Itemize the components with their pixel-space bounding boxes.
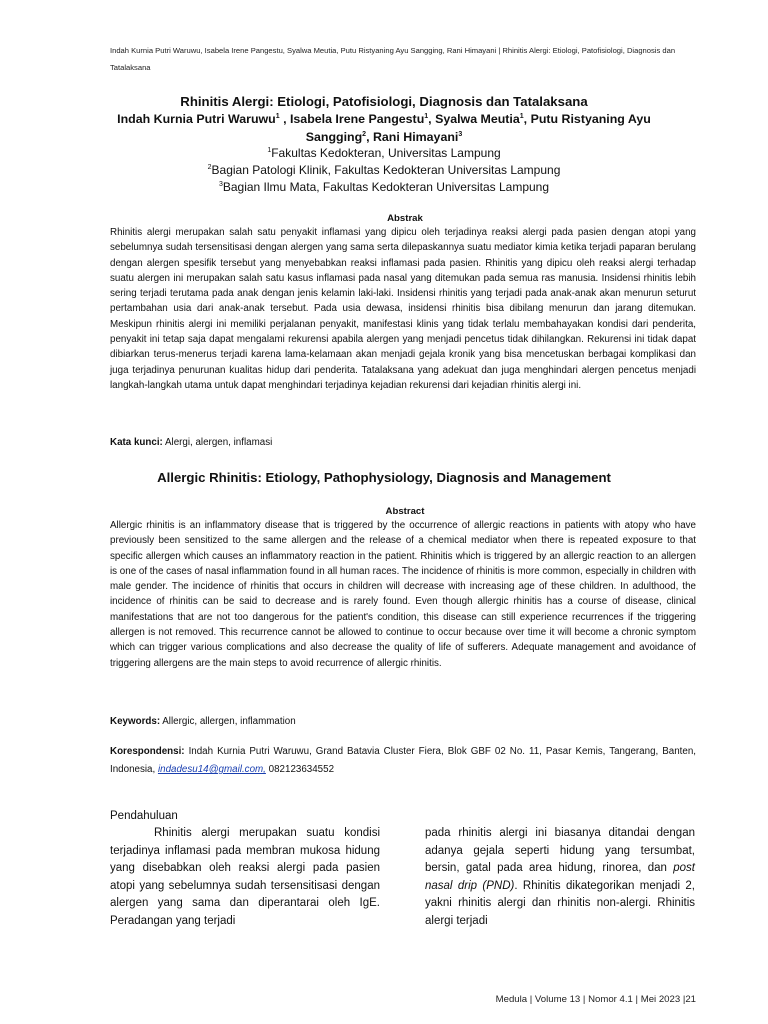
author-separator: , [428,112,436,126]
keywords-text: Allergic, allergen, inflammation [160,716,296,727]
correspondence-email-link[interactable]: indadesu14@gmail.com, [157,764,266,775]
author-affiliation-mark: 1 [275,112,280,120]
author-name: Rani Himayani [372,130,459,144]
author-name: Indah Kurnia Putri Waruwu [117,112,276,126]
affiliation-line [100,145,668,162]
author-separator: , [366,130,373,144]
affiliation-line [100,162,668,179]
author-affiliation-mark: 2 [362,130,367,138]
introduction-right-column [425,825,695,931]
abstract-heading-indonesian: Abstrak [387,213,423,224]
page-footer: Medula | Volume 13 | Nomor 4.1 | Mei 2023 |21 [495,994,696,1005]
abstract-text-english: Allergic rhinitis is an inflammatory disease that is triggered by the occurrence of allergic reactions in patients with atopy who have previously been sensitized to the same allergen and the release of a chemical mediator when there is repeated exposure to that specific allergen which causes an inflammatory reaction in the patient. Rhinitis which is triggered by an allergic reaction to an allergen is one of the cases of nasal inflammation found in all human races. The incidence of rhinitis is more common, especially in children with male gender. The incidence of rhinitis that occurs in children will decrease with increasing age of these children. In adulthood, the incidence of rhinitis can be said to decrease and is rarely found. Even though allergic rhinitis has a course of disease, clinical manifestations that are not too dangerous for the patient's condition, this disease can still experience recurrences if the triggering allergen is not removed. This recurrence cannot be allowed to continue to occur because over time it will become a chronic symptom which can trigger various complications and also decrease the quality of life of sufferers. Adequate management and avoidance of triggering allergens are the main steps to avoid recurrence of allergic rhinitis. [110,520,696,669]
introduction-left-column: Rhinitis alergi merupakan suatu kondisi terjadinya inflamasi pada membran mukosa hidung yang disebabkan oleh reaksi alergi pada pasien atopi yang sebelumnya sudah tersensitisasi dengan alergen yang sama dan diperantarai oleh IgE. Peradangan yang terjadi [110,827,380,927]
section-heading-introduction: Pendahuluan [110,810,178,822]
affiliation-text: Bagian Patologi Klinik, Fakultas Kedokteran Universitas Lampung [211,163,561,177]
affiliation-mark: 1 [267,147,272,154]
affiliation-mark: 3 [218,181,223,188]
keywords-english [110,714,696,729]
author-name: Putu Ristyaning Ayu Sangging [305,112,651,144]
author-list [100,110,668,146]
keywords-label: Keywords: [110,716,161,727]
keywords-text: Alergi, alergen, inflamasi [162,437,273,448]
affiliation-line [100,179,668,196]
correspondence-phone: 082123634552 [265,764,335,775]
affiliation-text: Bagian Ilmu Mata, Fakultas Kedokteran Universitas Lampung [222,180,550,194]
article-title-english: Allergic Rhinitis: Etiology, Pathophysiology, Diagnosis and Management [157,470,611,485]
affiliation-mark: 2 [207,164,212,171]
correspondence-label: Korespondensi: [110,746,185,757]
affiliation-text: Fakultas Kedokteran, Universitas Lampung [271,146,501,160]
abstract-text-indonesian: Rhinitis alergi merupakan salah satu penyakit inflamasi yang dipicu oleh terjadinya reaksi alergi pada pasien dengan atopi yang sebelumnya sudah tersensitisasi dengan alergen yang sama serta dilepaskannya suatu mediator kimia ketika terjadi paparan berulang dengan alergen spesifik tersebut yang menyebabkan reaksi inflamasi pada pasien. Rhinitis yang dipicu oleh reaksi alergi terhadap suatu alergen ini merupakan salah satu kasus inflamasi pada nasal yang ditemukan pada semua ras manusia. Insidensi rhinitis lebih sering terjadi terutama pada anak dengan jenis kelamin laki-laki. Insidensi rhinitis yang terjadi pada anak-anak akan menurun seturut pertambahan usia dari anak-anak tersebut. Pada usia dewasa, insidensi rhinitis bisa dibilang menurun dan jarang ditemukan. Meskipun rhinitis alergi ini memiliki perjalanan penyakit, manifestasi klinis yang tidak terlalu membahayakan kondisi dari penderita, penyakit ini tetap saja dapat mengalami rekurensi apabila alergen yang menjadi pencetus tidak dihilangkan. Rekurensi ini tidak dapat dibiarkan terus-menerus terjadi karena lama-kelamaan akan menjadi gejala kronik yang bisa mencetuskan berbagai komplikasi dan juga terjadinya penurunan kualitas hidup dari penderita. Tatalaksana yang adekuat dan juga menghindari alergen pencetus menjadi langkah-langkah utama untuk dapat menghindari terjadinya kejadian rekurensi dari kejadian rhinitis alergi ini. [110,227,696,391]
author-separator: , [279,112,290,126]
affiliation-list [100,145,668,196]
article-title-indonesian: Rhinitis Alergi: Etiologi, Patofisiologi, Diagnosis dan Tatalaksana [180,94,588,109]
keywords-indonesian [110,435,696,450]
author-name: Isabela Irene Pangestu [289,112,425,126]
abstract-heading-english: Abstract [385,506,425,517]
author-separator: , [523,112,531,126]
correspondence [110,743,696,779]
intro-text: pada rhinitis alergi ini biasanya ditandai dengan adanya gejala seperti hidung yang tersumbat, bersin, gatal pada area hidung, rinorea, dan [425,827,695,875]
author-name: Syalwa Meutia [435,112,520,126]
author-affiliation-mark: 3 [458,130,463,138]
intro-text: . Rhinitis dikategorikan menjadi 2, yakni rhinitis alergi dan rhinitis non-alergi. Rhinitis alergi terjadi [425,879,696,927]
running-header: Indah Kurnia Putri Waruwu, Isabela Irene Pangestu, Syalwa Meutia, Putu Ristyaning Ayu Sangging, Rani Himayani | Rhinitis Alergi: Etiologi, Patofisiologi, Diagnosis dan Tatalaksana [110,46,676,72]
keywords-label: Kata kunci: [110,437,163,448]
author-affiliation-mark: 1 [519,112,524,120]
intro-italic-term: post nasal drip (PND) [425,862,695,892]
correspondence-address: Indah Kurnia Putri Waruwu, Grand Batavia Cluster Fiera, Blok GBF 02 No. 11, Pasar Kemis, Tangerang, Banten, Indonesia, [110,746,696,775]
author-affiliation-mark: 1 [424,112,429,120]
